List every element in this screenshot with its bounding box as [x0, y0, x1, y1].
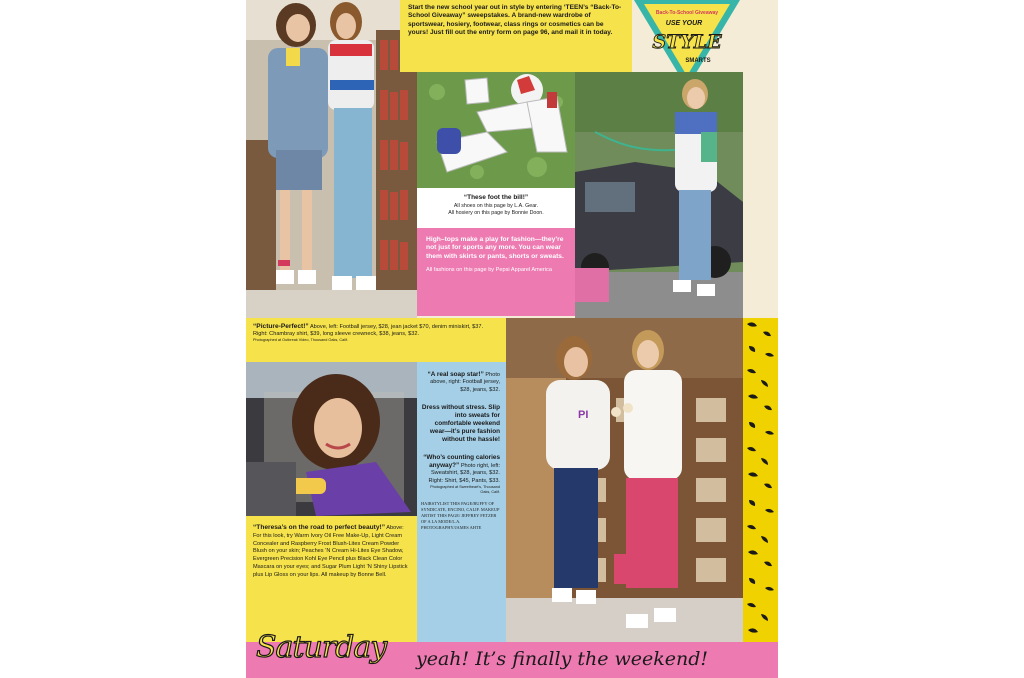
calories-text: Photo right, left: Sweatshirt, $28, jeans, $32. Right: Shirt, $45, Pants, $33.	[428, 463, 500, 484]
picture-perfect-location: Photographed at Outbreak Video, Thousand Oaks, Calif.	[253, 338, 349, 343]
svg-text:PI: PI	[578, 409, 589, 421]
high-tops-credit: All fashions on this page by Pepsi Apparel America	[426, 267, 552, 274]
photo-theresa-car	[246, 362, 417, 516]
theresa-headline: “Theresa’s on the road to perfect beauty!”	[253, 524, 386, 531]
soap-pitch: Dress without stress. Slip into sweats for comfortable weekend wear—it’s pure fashion without the hassle!	[421, 403, 500, 443]
soap-text: Photo above, right: Football jersey, $28, jeans, $32.	[430, 372, 500, 393]
badge-small-text: Back-To-School Giveaway	[655, 10, 719, 16]
la-gear-headline: “These foot the bill!”	[463, 194, 529, 201]
la-gear-line-1: All shoes on this page by L.A. Gear.	[453, 203, 539, 209]
picture-perfect-headline: “Picture-Perfect!”	[253, 323, 309, 330]
picture-perfect-text: Above, left: Football jersey, $28, jean jacket $70, denim miniskirt, $37. Right: Chambray shirt, $39, long sleeve crewneck, $38, jeans, $32.	[253, 324, 484, 338]
leopard-print-strip	[743, 318, 778, 642]
high-tops-caption	[417, 228, 575, 316]
photo-car-wash	[575, 72, 743, 318]
high-tops-text: High–tops make a play for fashion—they’re not just for sports any more. You can wear them with skirts or pants, shorts or sweats.	[426, 236, 564, 260]
magazine-page	[246, 0, 778, 678]
soap-location: Photographed at Sweetheart's, Thousand Oaks, Calif.	[430, 485, 500, 494]
intro-text: Start the new school year out in style by entering ‘TEEN’s “Back-To-School Giveaway” sweepstakes. A brand-new wardrobe of sportswear, hosiery, footwear, class rings or cosmetics can be yours! Just fill out the entry form on page 96, and mail it in today.	[400, 0, 632, 72]
badge-bottom-text: SMARTS	[685, 58, 711, 64]
photo-candy-store	[506, 318, 743, 642]
saturday-script: Saturday	[256, 630, 387, 665]
soap-star-caption	[417, 362, 506, 642]
la-gear-caption	[417, 188, 575, 228]
theresa-text: Above: For this look, try Warm Ivory Oil Free Make-Up, Light Cream Concealer and Raspberry Frost Blush-Lites Cream Powder Blush on your skin; Peaches ’N Cream Hi-Lites Eye Shadow, Evergreen Precision Kohl Eye Pencil plus Black Clean Color Mascara on your eyes; and Sugar Plum Light ’N Shiny Lipstick plus Lip Gloss on your lips. All makeup by Bonne Bell.	[253, 525, 408, 578]
la-gear-line-2: All hosiery on this page by Bonnie Doon.	[448, 210, 544, 216]
photo-credits: HAIRSTYLIST THIS PAGE/BUFFY OF SYNDICATE, ENCINO, CALIF. MAKEUP ARTIST THIS PAGE/ JEFFREY FETZER OF A LA MODE/L.A. PHOTOGRAPHY/JAMES AHTE	[421, 500, 500, 530]
badge-brand-text: STYLE	[652, 31, 722, 53]
photo-video-store	[246, 0, 417, 318]
badge-top-text: USE YOUR	[665, 20, 703, 27]
calories-headline: “Who’s counting calories anyway?”	[423, 453, 500, 470]
theresa-caption	[246, 516, 417, 642]
soap-headline: “A real soap star!”	[427, 371, 484, 378]
photo-shoes	[417, 72, 575, 188]
picture-perfect-caption	[246, 318, 506, 362]
weekend-tagline: yeah! It’s finally the weekend!	[416, 648, 709, 670]
